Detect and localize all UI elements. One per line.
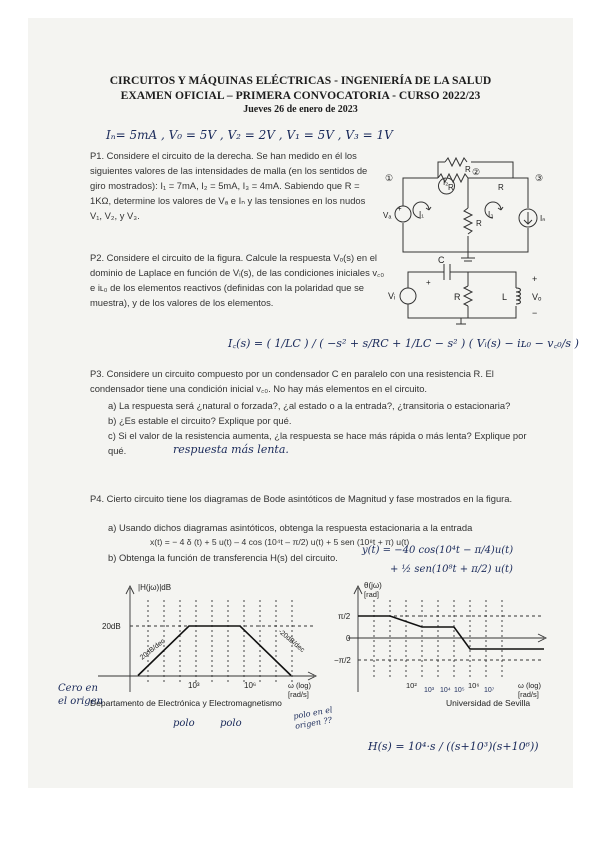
p1-node-1: ① [385,173,394,183]
p2-c-label: C [438,255,445,265]
p1-i2-label: I₂ [443,178,449,187]
p1-r-label-top: R [465,165,471,174]
p1-circuit [383,148,553,260]
bode-phase-chart [328,580,558,700]
phase-x-tick-1e7: 10⁷ [484,687,495,694]
p3-intro: P3. Considere un circuito compuesto por un condensador C en paralelo con una resistencia R. El condensador tiene una condición inicial v꜀₀. No hay más elementos en el circuito. [90,368,494,394]
exam-date: Jueves 26 de enero de 2023 [243,104,358,115]
mag-title: |H(jω)|dB [138,583,172,592]
p3-question-c: c) Si el valor de la resistencia aumenta, ¿la respuesta se hace más rápida o más lenta? Explique por qué. [108,430,527,456]
p1-i1-label: I₁ [419,210,424,219]
phase-x-label: ω (log) [518,681,541,690]
note-cero-origen: Cero en el origen [58,683,104,707]
mag-slope-down-label: -20dB/dec [276,628,306,655]
exam-sheet [28,18,579,788]
bode-magnitude-chart [98,580,328,700]
department-footer: Departamento de Electrónica y Electromagnetismo [90,698,282,708]
phase-x-unit: [rad/s] [518,690,539,699]
p2-statement: P2. Considere el circuito de la figura. Calcule la respuesta Vₒ(s) en el dominio de Laplace en función de Vᵢ(s), de las condiciones iniciales v꜀₀ e iʟ₀ de los elementos reactivos (definidas con la polaridad que se muestra), y de los valores de los elementos. [90,252,385,308]
phase-title: θ(jω) [364,581,382,590]
handwritten-p4-y2: + ½ sen(10⁸t + π/2) u(t) [390,564,513,575]
p1-r-label-left: R [448,183,454,192]
university-footer: Universidad de Sevilla [446,698,531,708]
phase-x-tick-1e2: 10² [406,681,417,690]
handwritten-p4-h: H(s) = 10⁴·s / ((s+10³)(s+10⁶)) [368,740,539,753]
p2-vo-minus: − [532,308,538,318]
phase-x-tick-1e6: 10⁶ [468,681,480,690]
note-polo-2: polo [220,718,242,729]
phase-unit: [rad] [364,590,380,599]
p1-node-2: ② [472,167,481,177]
p2-circuit [388,255,546,328]
phase-y-tick-pi2: π/2 [338,612,351,621]
p4-question-a: a) Usando dichos diagramas asintóticos, obtenga la respuesta estacionaria a la entrada [108,522,473,533]
phase-x-tick-1e4: 10⁴ [440,687,451,694]
p4-input-formula: x(t) = − 4 δ (t) + 5 u(t) – 4 cos (10⁴t – π/2) u(t) + 5 sen (10⁸t + π) u(t) [150,537,410,547]
mag-x-tick-1e6: 10⁶ [244,681,257,690]
p2-c-plus: + [426,278,431,287]
p2-r-label: R [454,292,461,302]
p1-i3-label: I₃ [488,210,494,219]
mag-x-tick-1e3: 10³ [188,681,200,690]
phase-y-axis [354,586,362,692]
phase-x-tick-1e5: 10⁵ [454,687,465,694]
p1-statement: P1. Considere el circuito de la derecha. Se han medido en él los siguientes valores de las intensidades de malla (en los sentidos de giro mostrados): I₁ = 7mA, I₂ = 5mA, I₃ = 4mA. Sabiendo que R = 1KΩ, determine los valores de Vₐ e Iₙ y las tensiones en los nudos V₁, V₂, y V₃. [90,150,368,221]
mag-y-tick-20db: 20dB [102,622,121,631]
phase-y-tick-0: 0 [346,634,351,643]
note-polo-1: polo [173,718,195,729]
mag-x-label: ω (log) [288,681,311,690]
mag-x-axis [98,672,316,680]
p1-plus: + [397,204,402,213]
phase-asymptote-line [358,616,544,649]
p4-intro: P4. Cierto circuito tiene los diagramas de Bode asintóticos de Magnitud y fase mostrados en la figura. [90,493,513,504]
note-polo-origen: polo en el origen ?? [292,705,334,731]
p1-r-label-right: R [498,183,504,192]
phase-x-axis [348,634,546,642]
p2-vi-label: Vᵢ [388,291,396,301]
mag-vertical-gridlines [148,600,292,684]
mag-slope-up-label: 20dB/dec [138,637,167,662]
p1-ib-label: Iₙ [540,214,546,223]
handwritten-p2-answer: I꜀(s) = ( 1/LC ) / ( −s² + s/RC + 1/LC − s² ) ( Vᵢ(s) − iʟ₀ − v꜀₀/s ) [228,337,579,350]
mag-asymptote-line [138,626,291,676]
p1-r-label-mid: R [476,219,482,228]
p2-l-label: L [502,292,508,302]
handwritten-p4-y1: y(t) = −40 cos(10⁴t − π/4)u(t) [362,545,514,556]
p1-va-label: Vₐ [383,211,392,220]
phase-vertical-gridlines [374,600,502,680]
p3-question-a: a) La respuesta será ¿natural o forzada?, ¿al estado o a la entrada?, ¿transitoria o estacionaria? [108,400,511,411]
p1-node-3: ③ [535,173,544,183]
p3-question-b: b) ¿Es estable el circuito? Explique por qué. [108,415,292,426]
course-title: CIRCUITOS Y MÁQUINAS ELÉCTRICAS - INGENIERÍA DE LA SALUD [109,74,492,87]
p2-vo-label: Vₒ [532,292,542,302]
handwritten-p3-answer: respuesta más lenta. [173,443,289,456]
p2-vo-plus: + [532,274,538,284]
handwritten-p1-answer: Iₙ= 5mA , V₀ = 5V , V₂ = 2V , V₁ = 5V , V₃ = 1V [106,128,393,142]
p4-question-b: b) Obtenga la función de transferencia H(s) del circuito. [108,552,338,563]
mag-x-unit: [rad/s] [288,690,309,699]
phase-x-tick-1e3: 10³ [424,687,435,694]
exam-title: EXAMEN OFICIAL – PRIMERA CONVOCATORIA - CURSO 2022/23 [120,89,481,102]
phase-y-tick-minus-pi2: −π/2 [334,656,351,665]
